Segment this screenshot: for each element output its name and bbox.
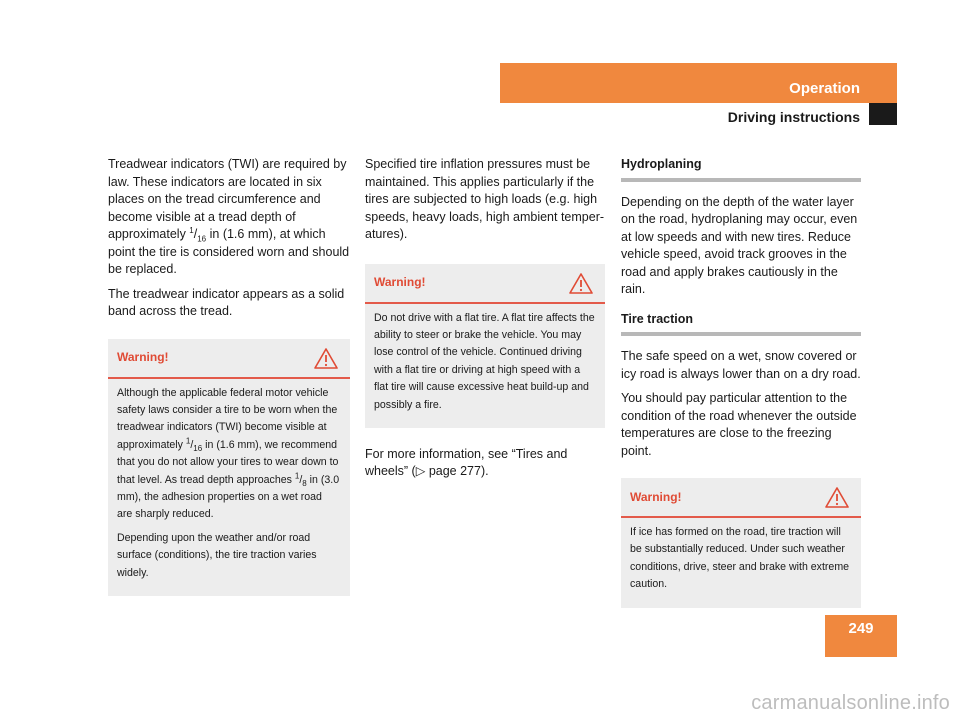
watermark: carmanualsonline.info — [751, 692, 950, 714]
paragraph-more-info: For more information, see “Tires and wheels” (▷ page 277). — [365, 446, 568, 479]
warning-header — [108, 339, 350, 379]
warning-triangle-icon — [825, 487, 849, 508]
section-title: Operation — [789, 80, 860, 97]
column-3 — [621, 156, 861, 626]
warning-header — [365, 264, 605, 304]
warning-title: Warning! — [374, 275, 426, 290]
paragraph-hydroplaning: Depending on the depth of the water layer on the road, hydroplaning may occur, even at low speeds and with new tires. Reduce vehicle speed, avoid track grooves in the road and apply brakes cautiously in the rain. — [621, 194, 858, 296]
column-1 — [108, 156, 350, 614]
heading-hydroplaning: Hydroplaning — [621, 156, 861, 182]
warning-triangle-icon — [314, 348, 338, 369]
warning-box-treadwear — [108, 339, 350, 596]
page-reference-arrow-icon: ▷ — [415, 464, 426, 479]
paragraph-twi: Treadwear indicators (TWI) are required by law. These indicators are located in six places on the tread circumference and become visible at a tread depth of approximately $^1/_{16}$ in (1.6 mm), at which point the tire is considered worn and should be replaced. — [108, 157, 350, 276]
warning-triangle-icon — [569, 273, 593, 294]
warning-box-ice — [621, 478, 861, 608]
warning-box-flat-tire — [365, 264, 605, 428]
header-marker — [869, 103, 897, 125]
warning-header — [621, 478, 861, 518]
warning-title: Warning! — [117, 350, 169, 365]
page-number: 249 — [848, 620, 874, 637]
paragraph-inflation: Specified tire inflation pressures must be maintained. This applies particularly if the tires are subjected to high loads (e.g. high speeds, heavy loads, high ambient temper-atures). — [365, 157, 605, 241]
paragraph-band: The treadwear indicator appears as a solid band across the tread. — [108, 286, 345, 318]
heading-tire-traction: Tire traction — [621, 311, 861, 337]
paragraph-safe-speed: The safe speed on a wet, snow covered or icy road is always lower than on a dry road. — [621, 349, 861, 381]
warning-body: If ice has formed on the road, tire traction will be substantially reduced. Under such weather conditions, drive, steer and brake with extreme caution. — [630, 526, 850, 591]
warning-body: Although the applicable federal motor vehicle safety laws consider a tire to be worn when the treadwear indicators (TWI) become visible at approximately $^1/_{16}$ in (1.6 mm), we recommend that you do not allow your tires to wear down to that level. As tread depth approaches $^1/_8$ in (3.0 mm), the adhesion properties on a wet road are sharply reduced. Depending upon the weather and/or road surface (conditions), the tire traction varies widely. — [117, 386, 340, 579]
paragraph-road-condition: You should pay particular attention to the condition of the road whenever the outside temperatures are close to the freezing point. — [621, 391, 857, 458]
column-2 — [365, 156, 605, 488]
subsection-title: Driving instructions — [727, 109, 860, 125]
warning-title: Warning! — [630, 489, 682, 504]
warning-body: Do not drive with a flat tire. A flat tire affects the ability to steer or brake the vehicle. You may lose control of the vehicle. Continued driving with a flat tire or driving at high speed with a flat tire will cause excessive heat build-up and possibly a fire. — [374, 311, 595, 411]
